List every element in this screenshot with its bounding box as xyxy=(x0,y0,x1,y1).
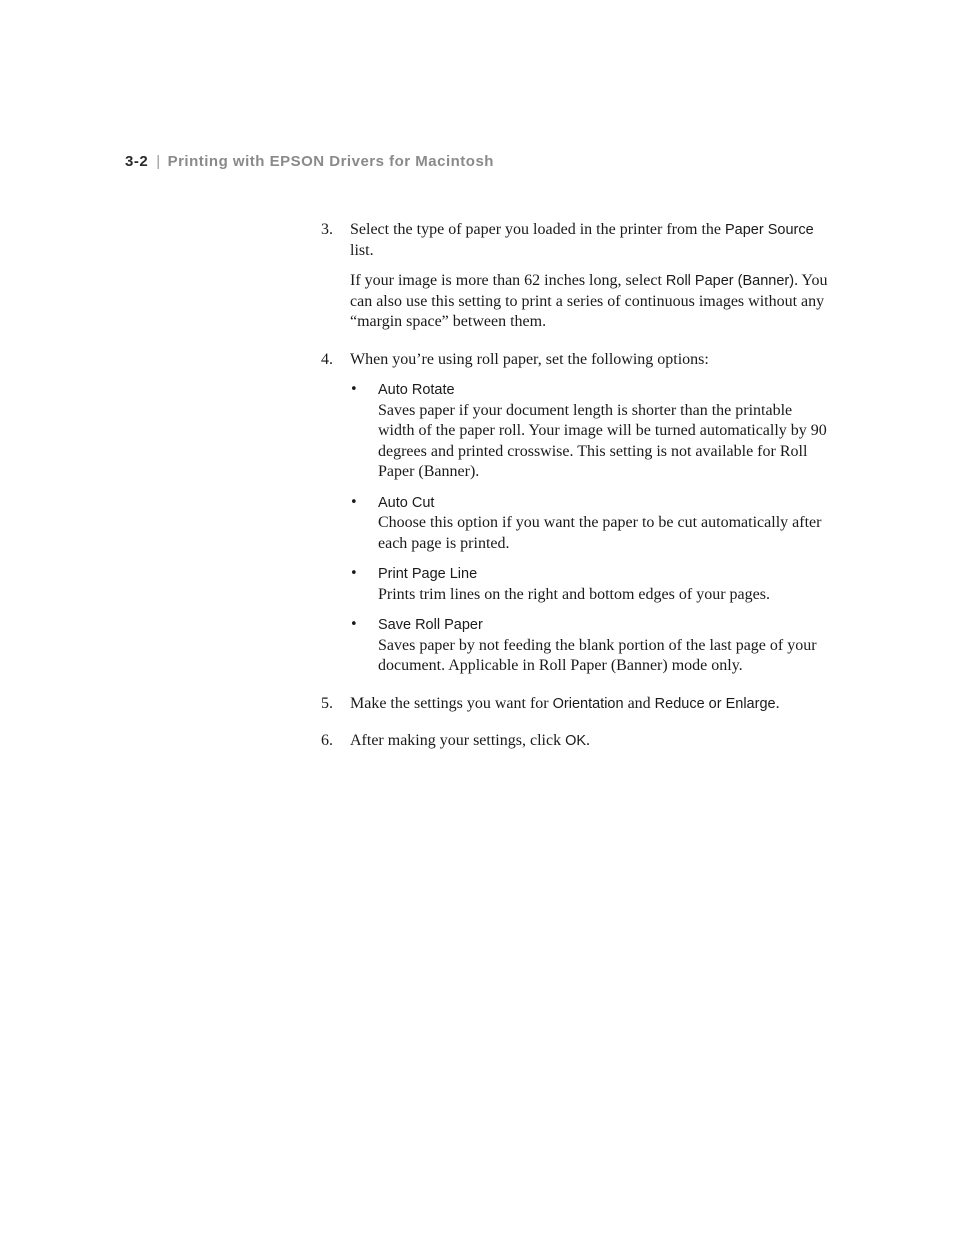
list-item xyxy=(350,564,831,605)
bullet-icon: • xyxy=(350,382,358,397)
step-6-text-2: . xyxy=(586,732,591,749)
list-item xyxy=(350,615,831,677)
running-head xyxy=(125,153,494,170)
step-6 xyxy=(321,731,831,752)
step-3-text-2: list. xyxy=(350,241,374,259)
step-6-text-1: After making your settings, click xyxy=(350,732,566,749)
option-description: Saves paper by not feeding the blank portion of the last page of your document. Applicable in Roll Paper (Banner) mode only. xyxy=(378,636,817,674)
option-title: Save Roll Paper xyxy=(378,617,483,633)
option-title: Auto Cut xyxy=(378,494,435,511)
step-3-text-1: Select the type of paper you loaded in the printer from the xyxy=(350,221,725,238)
bullet-icon: • xyxy=(350,494,358,510)
reduce-or-enlarge-setting: Reduce or Enlarge xyxy=(654,695,776,712)
paper-source-setting: Paper Source xyxy=(724,222,814,238)
bullet-icon: • xyxy=(350,617,358,632)
option-title: Print Page Line xyxy=(378,566,478,582)
option-description: Saves paper if your document length is shorter than the printable width of the paper roll. Your image will be turned automatically by 90 degrees and printed crosswise. This setting is not available for Roll Paper (Banner). xyxy=(378,401,827,480)
page-number: 3-2 xyxy=(125,153,149,170)
step-5-text-3: . xyxy=(775,694,780,712)
step-number: 4. xyxy=(321,350,333,368)
bullet-icon: • xyxy=(350,566,358,581)
header-separator: | xyxy=(156,153,161,170)
step-5-text xyxy=(350,694,831,715)
ok-button-label: OK xyxy=(565,733,587,749)
step-3 xyxy=(321,220,831,333)
options-list xyxy=(350,380,831,677)
step-6-text xyxy=(350,731,831,752)
chapter-title: Printing with EPSON Drivers for Macintosh xyxy=(167,153,494,170)
step-5-text-2: and xyxy=(623,694,655,712)
step-5 xyxy=(321,694,831,715)
option-description: Choose this option if you want the paper to be cut automatically after each page is printed. xyxy=(378,514,822,552)
roll-paper-banner-setting: Roll Paper (Banner) xyxy=(665,273,795,289)
step-4-text: When you’re using roll paper, set the following options: xyxy=(350,350,709,368)
step-5-text-1: Make the settings you want for xyxy=(350,694,553,712)
step-3-paragraph-2 xyxy=(350,271,831,333)
step-number: 5. xyxy=(321,694,333,712)
step-number: 6. xyxy=(321,732,333,749)
step-3-text-4: . You can also use this setting to print a series of continuous images without any “margin space” between them. xyxy=(350,272,828,330)
orientation-setting: Orientation xyxy=(552,695,624,712)
list-item xyxy=(350,380,831,483)
list-item xyxy=(350,493,831,555)
option-title: Auto Rotate xyxy=(378,382,455,398)
instructions xyxy=(321,220,831,752)
step-3-paragraph-1 xyxy=(350,220,831,261)
step-4 xyxy=(321,350,831,677)
step-3-text-3: If your image is more than 62 inches long, select xyxy=(350,272,666,289)
step-number: 3. xyxy=(321,221,333,238)
option-description: Prints trim lines on the right and bottom edges of your pages. xyxy=(378,585,770,603)
